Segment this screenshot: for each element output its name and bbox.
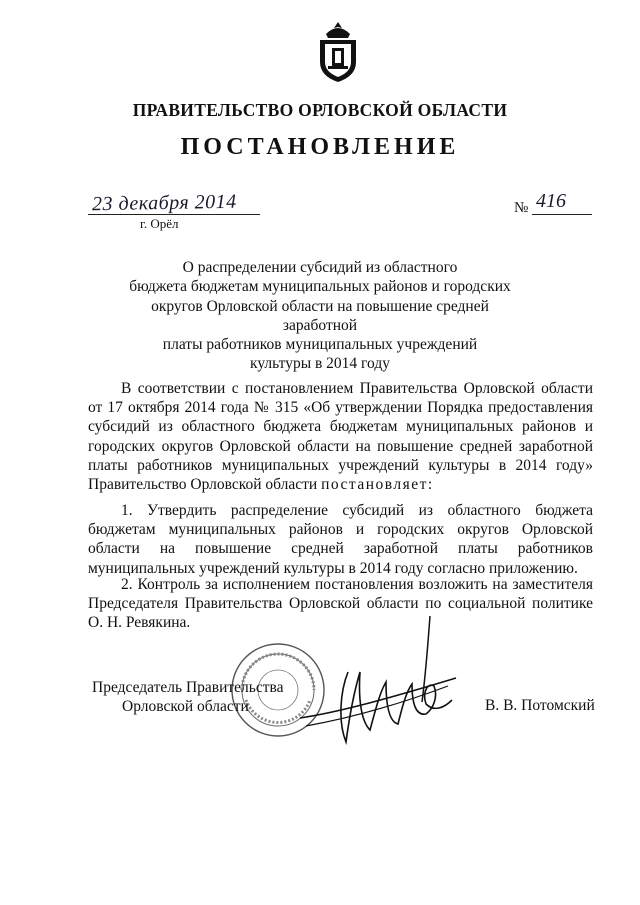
preamble-paragraph bbox=[88, 379, 593, 494]
subject-line: О распределении субсидий из областного bbox=[182, 259, 458, 276]
position-line-2: Орловской области bbox=[122, 698, 249, 715]
signatory-position bbox=[92, 678, 284, 716]
preamble-text: В соответствии с постановлением Правительства Орловской области от 17 октября 2014 года № 315 «Об утверждении Порядка предоставления субсидий из областного бюджета бюджетам муниципальных районов и городских округов Орловской области на повышение средней заработной платы работников муниципальных учреждений культуры в 2014 году» Правительство Орловской области bbox=[88, 380, 593, 494]
number-underline bbox=[532, 214, 592, 215]
coat-of-arms-icon bbox=[312, 18, 364, 84]
date-handwritten: 23 декабря 2014 bbox=[91, 190, 237, 216]
number-label: № bbox=[514, 200, 529, 216]
resolves-word: постановляет: bbox=[321, 476, 434, 494]
city: г. Орёл bbox=[140, 216, 179, 231]
signatory-name: В. В. Потомский bbox=[485, 697, 595, 714]
position-line-1: Председатель Правительства bbox=[92, 679, 284, 696]
number-handwritten: 416 bbox=[536, 190, 566, 212]
date-underline bbox=[88, 214, 260, 215]
decree-subject bbox=[120, 258, 520, 374]
subject-line: культуры в 2014 году bbox=[250, 355, 390, 373]
subject-line: округов Орловской области на повышение средней заработной bbox=[151, 297, 489, 334]
item-1: 1. Утвердить распределение субсидий из областного бюджета бюджетам муниципальных районов и городских округов Орловской области на повышение средней заработной платы работников муниципальных учреждений культуры в 2014 году согласно приложению. bbox=[88, 502, 593, 577]
item-2: 2. Контроль за исполнением постановления возложить на заместителя Председателя Правительства Орловской области по социальной политике О. Н. Ревякина. bbox=[88, 576, 593, 632]
document-type: ПОСТАНОВЛЕНИЕ bbox=[180, 134, 460, 160]
subject-line: бюджета бюджетам муниципальных районов и городских bbox=[129, 278, 511, 296]
subject-line: платы работников муниципальных учреждений bbox=[162, 336, 478, 354]
government-name: ПРАВИТЕЛЬСТВО ОРЛОВСКОЙ ОБЛАСТИ bbox=[132, 100, 508, 120]
